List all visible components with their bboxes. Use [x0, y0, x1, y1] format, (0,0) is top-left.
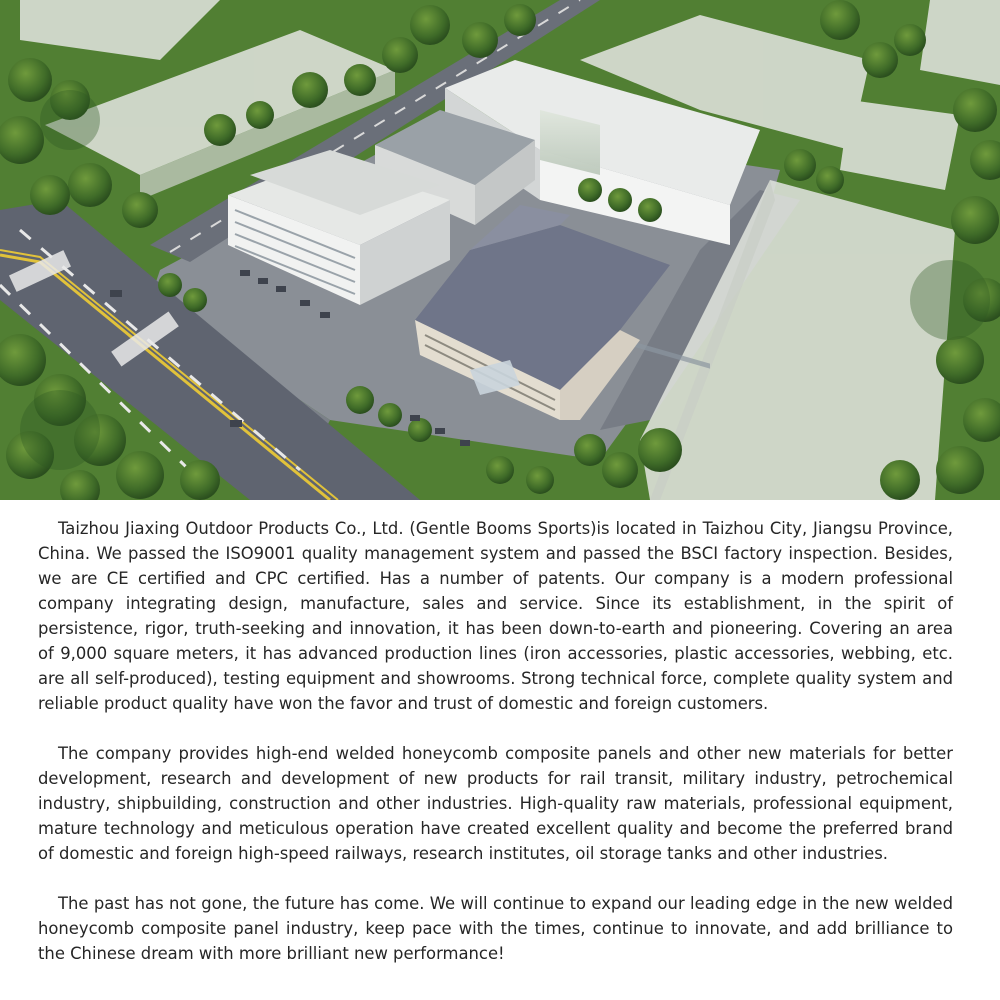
company-profile-text: [38, 516, 953, 966]
products-paragraph: The company provides high-end welded honeycomb composite panels and other new materials for better development, research and development of new products for rail transit, military industry, petrochemical industry, shipbuilding, construction and other industries. High-quality raw materials, professional equipment, mature technology and meticulous operation have created excellent quality and become the preferred brand of domestic and foreign high-speed railways, research institutes, oil storage tanks and other industries.: [38, 744, 953, 863]
intro-paragraph: Taizhou Jiaxing Outdoor Products Co., Ltd. (Gentle Booms Sports)is located in Taizhou City, Jiangsu Province, China. We passed the ISO9001 quality management system and passed the BSCI factory inspection. Besides, we are CE certified and CPC certified. Has a number of patents. Our company is a modern professional company integrating design, manufacture, sales and service. Since its establishment, in the spirit of persistence, rigor, truth-seeking and innovation, it has been down-to-earth and pioneering. Covering an area of 9,000 square meters, it has advanced production lines (iron accessories, plastic accessories, webbing, etc. are all self-produced), testing equipment and showrooms. Strong technical force, complete quality system and reliable product quality have won the favor and trust of domestic and foreign customers.: [38, 519, 953, 713]
vision-paragraph: The past has not gone, the future has come. We will continue to expand our leading edge in the new welded honeycomb composite panel industry, keep pace with the times, continue to innovate, and add brilliance to the Chinese dream with more brilliant new performance!: [38, 894, 953, 963]
